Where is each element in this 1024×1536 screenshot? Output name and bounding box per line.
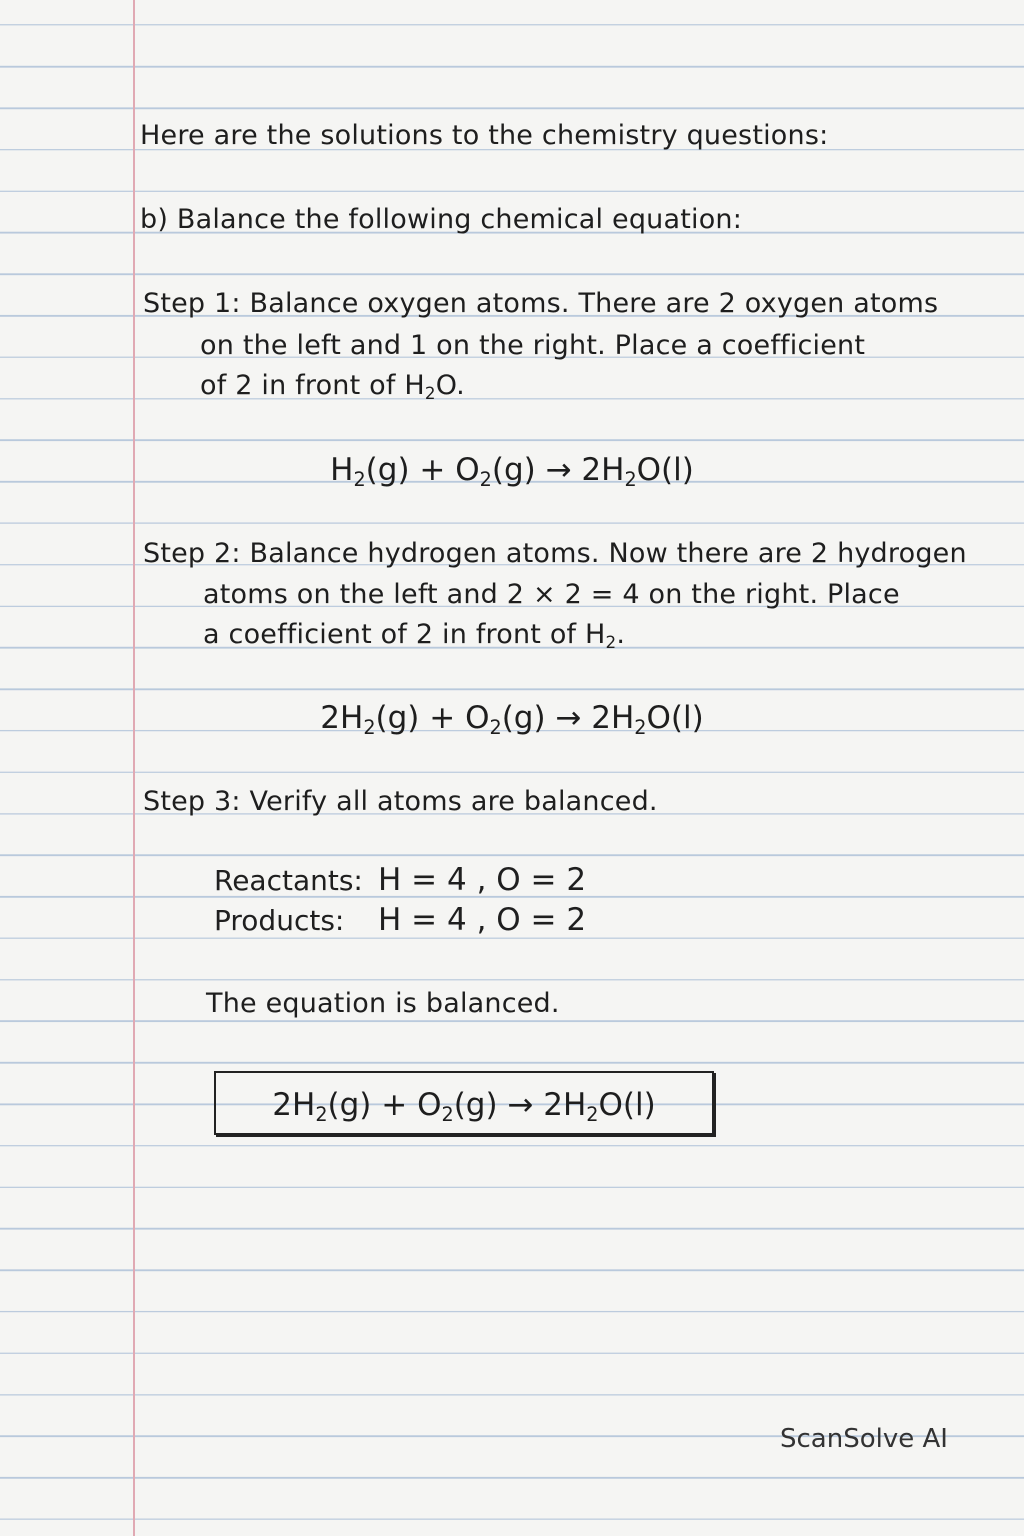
equation-step2: $2H_2(g) + O_2(g) \to 2H_2O(l)$ bbox=[320, 700, 704, 739]
step2-line3: a coefficient of 2 in front of $H_2$. bbox=[203, 619, 626, 653]
question-text: b) Balance the following chemical equation: bbox=[140, 204, 743, 235]
margin-line bbox=[133, 0, 135, 1536]
reactants-label: Reactants: bbox=[214, 864, 363, 897]
scansolve-watermark: ScanSolve AI bbox=[780, 1424, 948, 1454]
final-equation: $2H_2(g) + O_2(g) \to 2H_2O(l)$ bbox=[272, 1087, 656, 1126]
step1-line1: Step 1: Balance oxygen atoms. There are 2 oxygen atoms bbox=[143, 288, 939, 319]
equation-step1: $H_2(g) + O_2(g) \to 2H_2O(l)$ bbox=[330, 452, 694, 491]
products-label: Products: bbox=[214, 904, 345, 937]
final-answer-box bbox=[214, 1071, 714, 1135]
reactants-value: H = 4 , O = 2 bbox=[378, 862, 587, 898]
step2-line2: atoms on the left and 2 × 2 = 4 on the right. Place bbox=[203, 579, 900, 610]
step2-line1: Step 2: Balance hydrogen atoms. Now there are 2 hydrogen bbox=[143, 538, 967, 569]
step3-line1: Step 3: Verify all atoms are balanced. bbox=[143, 786, 658, 817]
products-value: H = 4 , O = 2 bbox=[378, 902, 587, 938]
step1-line3: of 2 in front of $H_2O$. bbox=[200, 370, 465, 404]
intro-text: Here are the solutions to the chemistry questions: bbox=[140, 120, 829, 151]
step1-line2: on the left and 1 on the right. Place a coefficient bbox=[200, 330, 866, 361]
conclusion-text: The equation is balanced. bbox=[206, 988, 560, 1019]
